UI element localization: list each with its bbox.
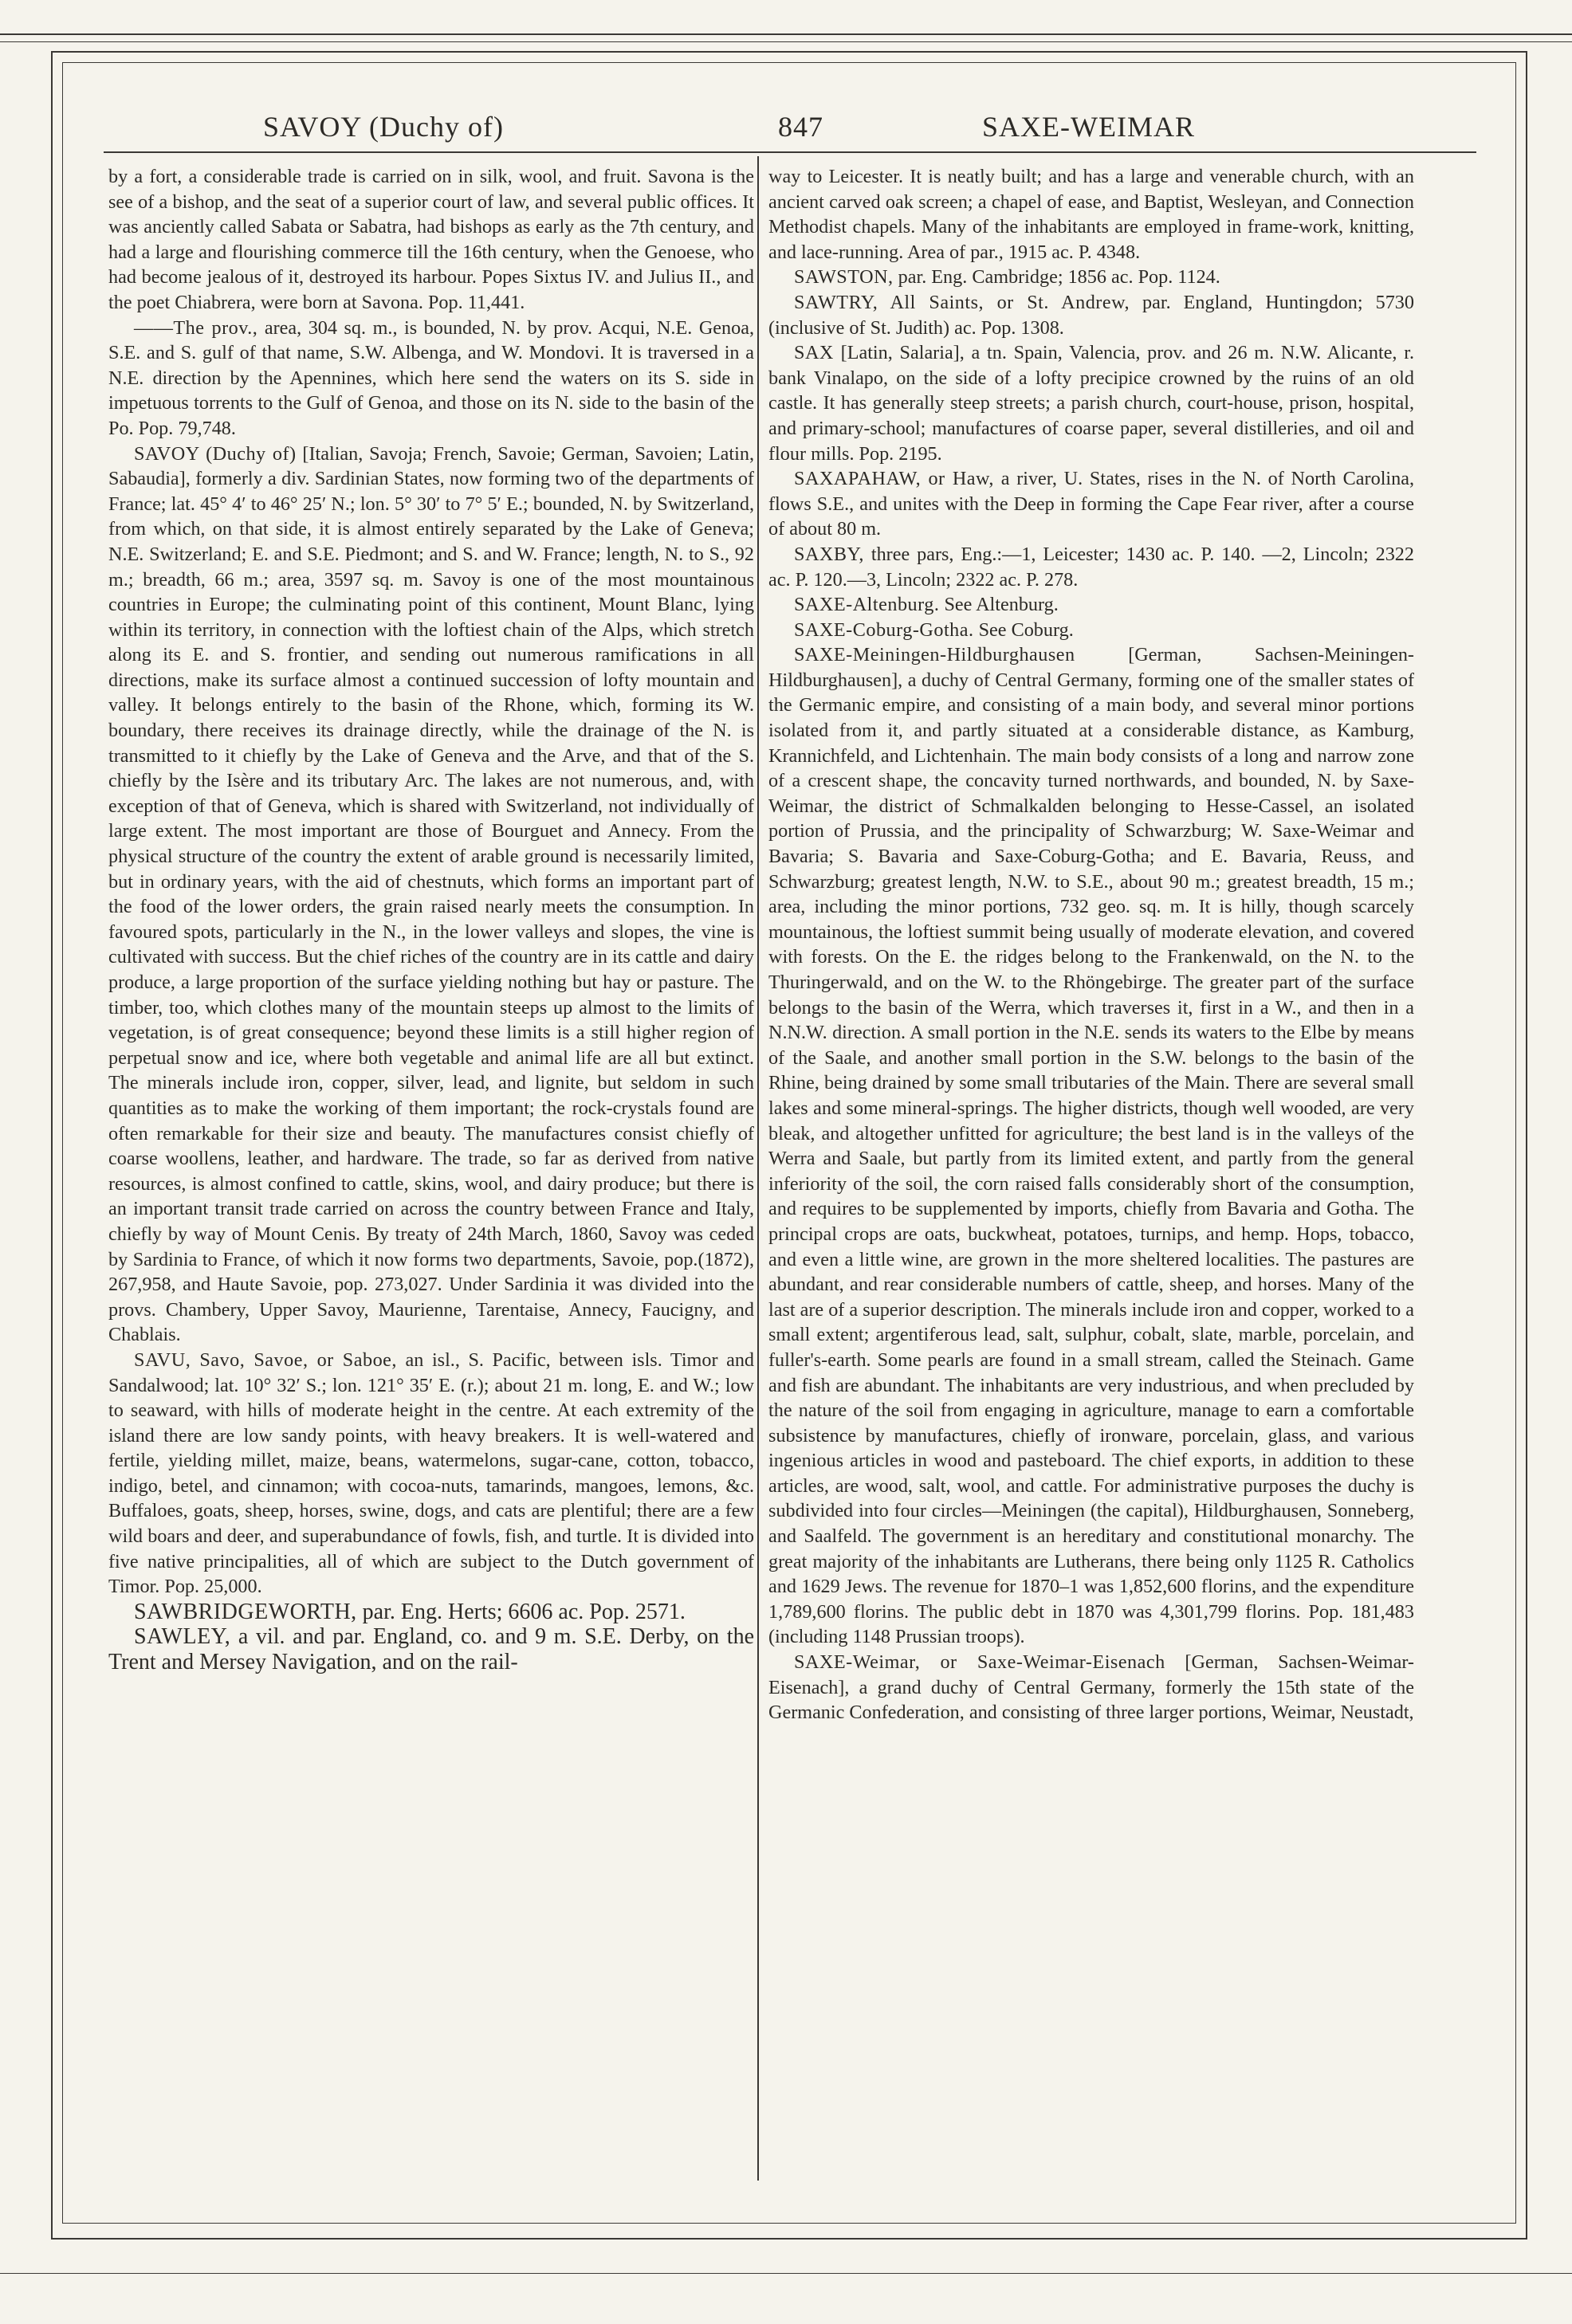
- entry-text: area, 304 sq. m., is bounded, N. by prov. Acqui, N.E. Genoa, S.E. and S. gulf of that name, S.W. Albenga, and W. Mondovi. It is traversed in a N.E. direction by the Apennines, which here send the waters on its S. side in impetuous torrents to the Gulf of Genoa, and those on its N. side to the basin of the Po. Pop. 79,748.: [108, 316, 754, 439]
- left-column: [108, 164, 754, 2173]
- entry-head: SAXE-Coburg-Gotha.: [794, 618, 974, 641]
- entry: [108, 164, 754, 316]
- entry: [768, 290, 1414, 340]
- running-header: [72, 104, 1507, 151]
- entry-text: par. Eng. Herts; 6606 ac. Pop. 2571.: [356, 1599, 686, 1624]
- top-rule: [0, 33, 1572, 35]
- entry: [108, 316, 754, 442]
- column-divider: [757, 156, 759, 2181]
- entry: [768, 592, 1414, 618]
- entry-text: See Coburg.: [973, 618, 1074, 641]
- bottom-rule: [0, 2273, 1572, 2274]
- entry-text: an isl., S. Pacific, between isls. Timor and Sandalwood; lat. 10° 32′ S.; lon. 121° 35′ E. (r.); about 21 m. long, E. and W.; low to seaward, with hills of moderate height in the centre. At each extremity of the island there are low sandy points, with heavy breakers. It is well-watered and fertile, yielding millet, maize, beans, watermelons, sugar-cane, cotton, tobacco, indigo, betel, and cinnamon; with cocoa-nuts, tamarinds, mangoes, lemons, &c. Buffaloes, goats, sheep, horses, swine, dogs, and cats are plentiful; there are a few wild boars and deer, and superabundance of fowls, fish, and turtle. It is divided into five native principalities, all of which are subject to the Dutch government of Timor. Pop. 25,000.: [108, 1348, 754, 1598]
- right-column: [768, 164, 1414, 2173]
- entry: [768, 164, 1414, 265]
- entry-text: [Italian, Savoja; French, Savoie; German, Savoien; Latin, Sabaudia], formerly a div. Sardinian States, now forming two of the departments of France; lat. 45° 4′ to 46° 25′ N.; lon. 5° 30′ to 7° 5′ E.; bounded, N. by Switzerland, from which, on that side, it is almost entirely separated by the Lake of Geneva; N.E. Switzerland; E. and S.E. Piedmont; and S. and W. France; length, N. to S., 92 m.; breadth, 66 m.; area, 3597 sq. m. Savoy is one of the most mountainous countries in Europe; the culminating point of this continent, Mount Blanc, lying within its territory, in connection with the loftiest chain of the Alps, which stretch along its E. and S. frontier, and sending out numerous ramifications in all directions, make its surface almost a continued succession of lofty mountain and valley. It belongs entirely to the basin of the Rhone, which, forming its W. boundary, there receives its drainage directly, while the drainage of the N. is transmitted to it chiefly by the Lake of Geneva and the Arve, and that of the S. chiefly by the Isère and its tributary Arc. The lakes are not numerous, and, with exception of that of Geneva, which is shared with Switzerland, not individually of large extent. The most important are those of Bourguet and Annecy. From the physical structure of the country the extent of arable ground is necessarily limited, but in ordinary years, with the aid of chestnuts, which forms an important part of the food of the lower orders, the grain raised nearly meets the consumption. In favoured spots, particularly in the N., in the lower valleys and slopes, the vine is cultivated with success. But the chief riches of the country are in its cattle and dairy produce, a large proportion of the surface yielding nothing but hay or pasture. The timber, too, which clothes many of the mountain steeps up almost to the limits of vegetation, is of great consequence; beyond these limits is a still higher region of perpetual snow and ice, where both vegetable and animal life are all but extinct. The minerals include iron, copper, silver, lead, and lignite, but seldom in such quantities as to make the working of them important; the rock-crystals found are often remarkable for their size and beauty. The manufactures consist chiefly of coarse woollens, leather, and hardware. The trade, so far as derived from native resources, is almost confined to cattle, skins, wool, and dairy produce; but there is an important transit trade carried on across the country between France and Italy, chiefly by way of Mount Cenis. By treaty of 24th March, 1860, Savoy was ceded by Sardinia to France, of which it now forms two departments, Savoie, pop.(1872), 267,958, and Haute Savoie, pop. 273,027. Under Sardinia it was divided into the provs. Chambery, Upper Savoy, Maurienne, Tarentaise, Annecy, Faucigny, and Chablais.: [108, 442, 754, 1346]
- entry-head: SAXE-Meiningen-Hildburghausen: [794, 644, 1075, 666]
- entry: [768, 466, 1414, 542]
- entry: [108, 1348, 754, 1600]
- entry-text: par. Eng. Cambridge; 1856 ac. Pop. 1124.: [893, 266, 1220, 289]
- entry-head: SAXAPAHAW, or Haw,: [794, 468, 994, 490]
- entry-head: SAWBRIDGEWORTH,: [134, 1599, 357, 1624]
- header-left: SAVOY (Duchy of): [263, 111, 504, 143]
- entry: [108, 1624, 754, 1674]
- entry: [768, 618, 1414, 643]
- entry-text: See Altenburg.: [939, 594, 1059, 616]
- entry-head: SAWLEY,: [134, 1624, 231, 1650]
- entry-text: way to Leicester. It is neatly built; and has a large and venerable church, with an ancient carved oak screen; a chapel of ease, and Baptist, Wesleyan, and Connection Methodist chapels. Many of the inhabitants are employed in frame-work, knitting, and lace-running. Area of par., 1915 ac. P. 4348.: [768, 166, 1414, 263]
- entry: [768, 340, 1414, 466]
- page-number: 847: [778, 111, 823, 143]
- entry-text: by a fort, a considerable trade is carried on in silk, wool, and fruit. Savona is the see of a bishop, and the seat of a superior court of law, and several public offices. It was anciently called Sabata or Sabatra, had bishops as early as the 7th century, and had a large and flourishing commerce till the 16th century, when the Genoese, who had become jealous of it, destroyed its harbour. Popes Sixtus IV. and Julius II., and the poet Chiabrera, were born at Savona. Pop. 11,441.: [108, 166, 754, 313]
- entry-text: par. England, Huntingdon; 5730 (inclusive of St. Judith) ac. Pop. 1308.: [768, 291, 1414, 339]
- entry-head: SAXE-Weimar, or Saxe-Weimar-Eisenach: [794, 1651, 1165, 1674]
- entry-text: a vil. and par. England, co. and 9 m. S.E. Derby, on the Trent and Mersey Navigation, and on the rail-: [108, 1624, 754, 1675]
- entry-text: three pars, Eng.:—1, Leicester; 1430 ac. P. 140. —2, Lincoln; 2322 ac. P. 120.—3, Lincoln; 2322 ac. P. 278.: [768, 543, 1414, 591]
- entry-head: SAXBY,: [794, 543, 864, 565]
- header-rule: [104, 151, 1476, 153]
- entry: [108, 442, 754, 1348]
- entry-head: SAWTRY, All Saints, or St. Andrew,: [794, 291, 1130, 313]
- entry: [768, 542, 1414, 592]
- entry: [108, 1600, 754, 1625]
- entry-head: SAWSTON,: [794, 266, 894, 289]
- entry: [768, 265, 1414, 290]
- entry-text: [German, Sachsen-Weimar-Eisenach], a grand duchy of Central Germany, formerly the 15th state of the Germanic Confederation, and consisting of three larger portions, Weimar, Neustadt,: [768, 1651, 1414, 1724]
- entry-text: [Latin, Salaria], a tn. Spain, Valencia, prov. and 26 m. N.W. Alicante, r. bank Vinalapo, on the side of a lofty precipice crowned by the ruins of an old castle. It has generally steep streets; a parish church, court-house, prison, hospital, and primary-school; manufactures of coarse paper, several distilleries, and oil and flour mills. Pop. 2195.: [768, 342, 1414, 465]
- top-rule-thin: [0, 41, 1572, 42]
- entry-text: [German, Sachsen-Meiningen-Hildburghausen], a duchy of Central Germany, forming one of the smaller states of the Germanic empire, and consisting of a main body, and several minor portions isolated from it, and partly situated at a considerable distance, as Kamburg, Krannichfeld, and Lichtenhain. The main body consists of a long and narrow zone of a crescent shape, the concavity turned northwards, and bounded, N. by Saxe-Weimar, the district of Schmalkalden belonging to Hesse-Cassel, an isolated portion of Prussia, and the principality of Schwarzburg; W. Saxe-Weimar and Bavaria; S. Bavaria and Saxe-Coburg-Gotha; and E. Bavaria, Reuss, and Schwarzburg; greatest length, N.W. to S.E., about 90 m.; greatest breadth, 15 m.; area, including the minor portions, 732 geo. sq. m. It is hilly, though scarcely mountainous, the loftiest summit being usually of moderate elevation, and covered with forests. On the E. the ridges belong to the Frankenwald, on the N. to the Thuringerwald, and on the W. to the Rhöngebirge. The greater part of the surface belongs to the basin of the Werra, which traverses it, first in a W., and then in a N.N.W. direction. A small portion in the N.E. sends its waters to the Elbe by means of the Saale, and another small portion in the S.W. belongs to the basin of the Rhine, being drained by some small tributaries of the Main. There are several small lakes and some mineral-springs. The higher districts, though well wooded, are very bleak, and altogether unfitted for agriculture; the best land is in the valleys of the Werra and Saale, but partly from its limited extent, and partly from the general inferiority of the soil, the corn raised falls considerably short of the consumption, and requires to be supplemented by imports, chiefly from Bavaria and Gotha. The principal crops are oats, buckwheat, potatoes, turnips, and hemp. Hops, tobacco, and even a little wine, are grown in the more sheltered localities. The pastures are abundant, and rear considerable numbers of cattle, sheep, and horses. Many of the last are of a superior description. The minerals include iron and copper, worked to a small extent; argentiferous lead, salt, sulphur, cobalt, slate, marble, porcelain, and fuller's-earth. Some pearls are found in a small stream, called the Steinach. Game and fish are abundant. The inhabitants are very industrious, and when precluded by the nature of the soil from engaging in agriculture, manage to earn a comfortable subsistence by manufactures, chiefly of ironware, porcelain, glass, and various ingenious articles in wood and pasteboard. The chief exports, in addition to these articles, are wood, salt, wool, and cattle. For administrative purposes the duchy is subdivided into four circles—Meiningen (the capital), Hildburghausen, Sonneberg, and Saalfeld. The government is an hereditary and constitutional monarchy. The great majority of the inhabitants are Lutherans, there being only 1125 R. Catholics and 1629 Jews. The revenue for 1870–1 was 1,852,600 florins, and the expenditure 1,789,600 florins. The public debt in 1870 was 4,301,799 florins. Pop. 181,483 (including 1148 Prussian troops).: [768, 644, 1414, 1648]
- header-right: SAXE-WEIMAR: [982, 111, 1195, 143]
- entry: [768, 1650, 1414, 1725]
- entry-head: SAXE-Altenburg.: [794, 594, 940, 616]
- entry-head: SAX: [794, 342, 834, 364]
- entry-text: a river, U. States, rises in the N. of North Carolina, flows S.E., and unites with the Deep in forming the Cape Fear river, after a course of about 80 m.: [768, 468, 1414, 540]
- entry-head: SAVU, Savo, Savoe, or Saboe,: [134, 1348, 397, 1371]
- entry-head: SAVOY (Duchy of): [134, 442, 297, 465]
- entry: [768, 642, 1414, 1650]
- entry-head: ——The prov.,: [134, 316, 258, 339]
